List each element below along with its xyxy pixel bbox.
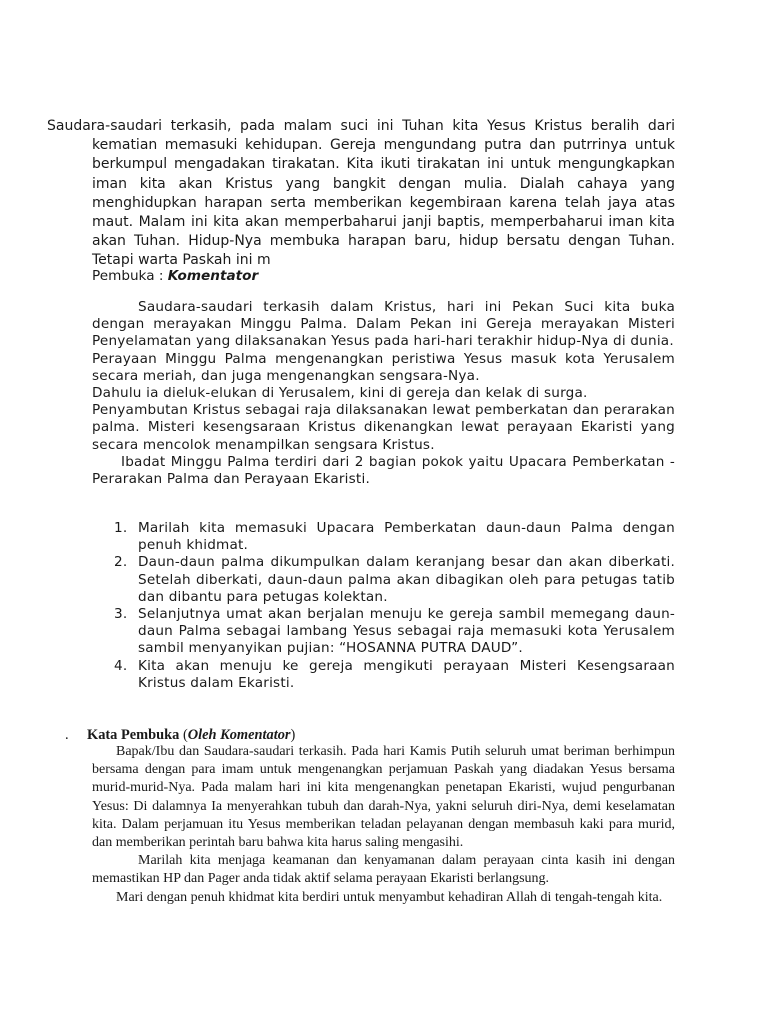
section-bullet: .: [65, 727, 69, 743]
list-item-number: 4.: [114, 657, 128, 674]
kata-pembuka-title: Kata Pembuka: [87, 727, 180, 743]
list-item-text: Marilah kita memasuki Upacara Pemberkatan daun-daun Palma dengan penuh khidmat.: [138, 520, 675, 554]
kata-paragraph: Mari dengan penuh khidmat kita berdiri untuk menyambut kehadiran Allah di tengah-tengah kita.: [116, 889, 663, 905]
pembuka-paragraph: Ibadat Minggu Palma terdiri dari 2 bagian pokok yaitu Upacara Pemberkatan -Perarakan Palma dan Perayaan Ekaristi.: [92, 453, 675, 488]
pembuka-role: Komentator: [167, 268, 259, 284]
pembuka-paragraph: Penyambutan Kristus sebagai raja dilaksanakan lewat pemberkatan dan perarakan palma. Misteri kesengsaraan Kristus dikenangkan lewat perayaan Ekaristi yang secara mencolok menampilkan sengsara Kristus.: [92, 402, 675, 453]
kata-paragraph: Marilah kita menjaga keamanan dan kenyamanan dalam perayaan cinta kasih ini dengan memastikan HP dan Pager anda tidak aktif selama perayaan Ekaristi berlangsung.: [92, 853, 675, 887]
list-item: [92, 606, 675, 658]
pembuka-label: Pembuka: [92, 268, 155, 284]
kata-pembuka-role: Oleh Komentator: [187, 727, 291, 743]
kata-pembuka-body: [92, 743, 675, 907]
paren-open: (: [179, 727, 188, 743]
steps-list: [92, 520, 675, 692]
list-item-text: Selanjutnya umat akan berjalan menuju ke gereja sambil memegang daun-daun Palma sebagai lambang Yesus sebagai raja memasuki kota Yerusalem sambil menyanyikan pujian: “HOSANNA PUTRA DAUD”.: [138, 606, 675, 657]
pembuka-paragraph: Perayaan Minggu Palma mengenangkan peristiwa Yesus masuk kota Yerusalem secara meriah, dan juga mengenangkan sengsara-Nya.: [92, 350, 675, 384]
list-item-number: 2.: [114, 554, 128, 571]
pembuka-paragraph: Dahulu ia dieluk-elukan di Yerusalem, kini di gereja dan kelak di surga.: [92, 385, 588, 402]
pembuka-heading: [92, 267, 258, 285]
kata-pembuka-heading: [65, 726, 295, 744]
list-item: [92, 520, 675, 554]
list-item-text: Kita akan menuju ke gereja mengikuti perayaan Misteri Kesengsaraan Kristus dalam Ekaristi.: [138, 657, 675, 691]
pembuka-paragraph: Saudara-saudari terkasih dalam Kristus, hari ini Pekan Suci kita buka dengan merayakan Minggu Palma. Dalam Pekan ini Gereja merayakan Misteri Penyelamatan yang dilaksanakan Yesus pada hari-hari terakhir hidup-Nya di dunia.: [92, 299, 675, 350]
intro-paragraph: Saudara-saudari terkasih, pada malam suci ini Tuhan kita Yesus Kristus beralih dari kematian memasuki kehidupan. Gereja mengundang putra dan putrrinya untuk berkumpul mengadakan tirakatan. Kita ikuti tirakatan ini untuk mengungkapkan iman kita akan Kristus yang bangkit dengan mulia. Dialah cahaya yang menghidupkan harapan serta memberikan kegembiraan karena telah jaya atas maut. Malam ini kita akan memperbaharui janji baptis, memperbaharui iman kita akan Tuhan. Hidup-Nya membuka harapan baru, hidup bersatu dengan Tuhan. Tetapi warta Paskah ini m: [47, 118, 675, 269]
list-item-text: Daun-daun palma dikumpulkan dalam keranjang besar dan akan diberkati. Setelah diberkati, daun-daun palma akan dibagikan oleh para petugas tatib dan dibantu para petugas kolektan.: [138, 554, 675, 605]
list-item-number: 3.: [114, 606, 128, 623]
pembuka-body: [92, 299, 675, 488]
list-item: [92, 554, 675, 606]
kata-paragraph: Bapak/Ibu dan Saudara-saudari terkasih. Pada hari Kamis Putih seluruh umat beriman berhimpun bersama dengan para imam untuk mengenangkan perjamuan Paskah yang diadakan Yesus bersama murid-murid-Nya. Pada malam hari ini kita mengenangkan penetapan Ekaristi, wujud pengurbanan Yesus: Di dalamnya Ia menyerahkan tubuh dan darah-Nya, yakni seluruh diri-Nya, demi keselamatan kita. Dalam perjamuan itu Yesus memberikan teladan pelayanan dengan membasuh kaki para murid, dan memberikan perintah baru bahwa kita harus saling mengasihi.: [92, 744, 675, 851]
list-item-number: 1.: [114, 520, 128, 536]
paren-close: ): [290, 727, 296, 743]
pembuka-separator: :: [154, 268, 168, 284]
list-item: [92, 658, 675, 692]
